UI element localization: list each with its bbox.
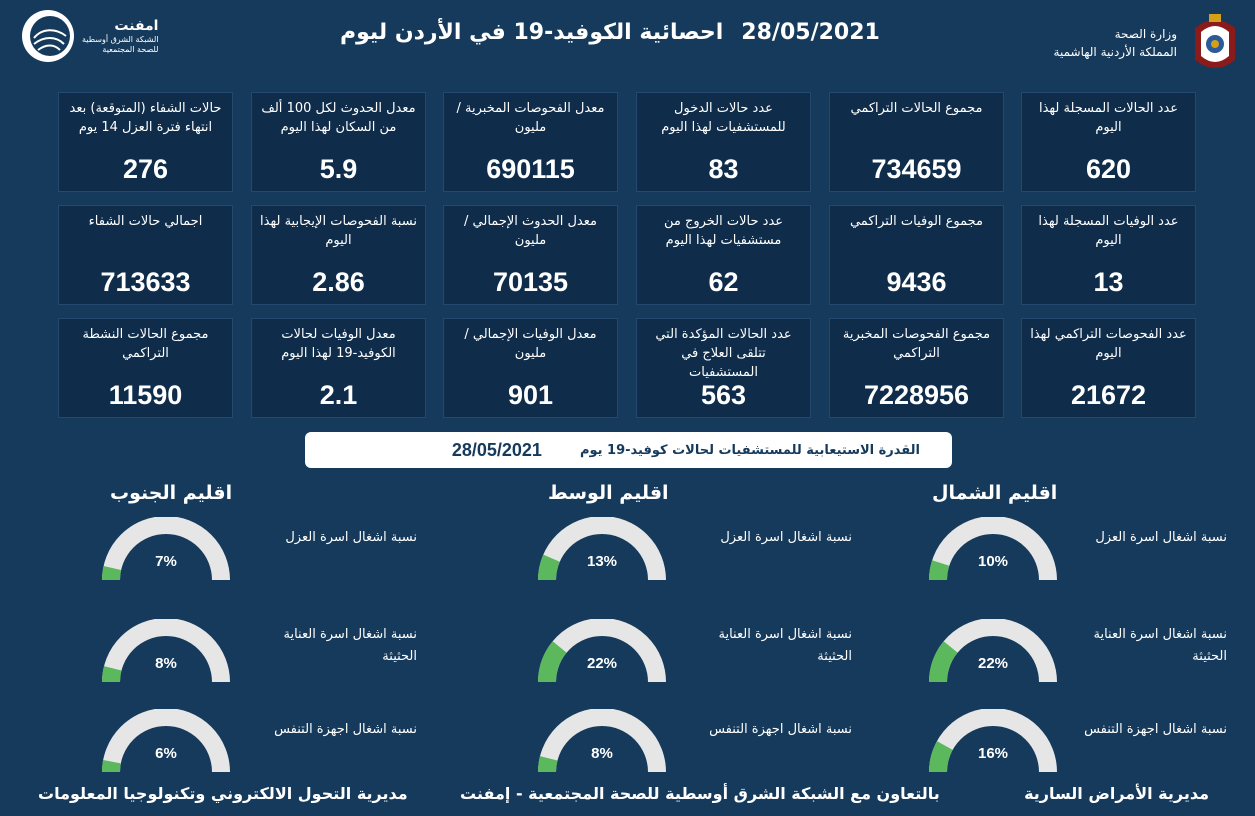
gauge-isolation [928,517,1058,583]
stat-value: 734659 [871,154,962,184]
stat-card [443,318,618,418]
stat-label: عدد حالات الدخول للمستشفيات لهذا اليوم [661,101,786,135]
stat-label: عدد الوفيات المسجلة لهذا اليوم [1038,214,1179,248]
stat-value: 620 [1085,154,1132,184]
globe-icon [20,8,76,64]
stat-value: 62 [708,267,739,297]
stat-value: 2.1 [319,380,358,410]
capacity-banner [305,432,952,468]
page-title-text: احصائية الكوفيد-19 في الأردن ليوم [340,20,724,45]
gauge-icu [537,619,667,685]
gauge-percent: 10% [977,553,1009,570]
gauge-percent: 22% [977,655,1009,672]
logo-name: امفنت [114,18,159,34]
gauge-isolation [101,517,231,583]
gauge-isolation [537,517,667,583]
stat-value: 713633 [100,267,191,297]
region-title: اقليم الوسط [548,482,669,504]
gauge-percent: 8% [591,745,613,762]
stat-card [443,205,618,305]
stat-value: 70135 [492,267,569,297]
stat-label: مجموع الوفيات التراكمي [849,214,984,229]
stat-card [58,92,233,192]
gauge-label-icu: نسبة اشغال اسرة العناية الحثيثة [718,627,852,664]
stat-value: 7228956 [863,380,970,410]
kingdom-name: المملكة الأردنية الهاشمية [1053,45,1177,59]
gauge-vent [101,709,231,775]
stat-label: مجموع الفحوصات المخبرية التراكمي [842,327,991,361]
gauge-icu [928,619,1058,685]
stat-value: 83 [708,154,739,184]
gauge-percent: 22% [586,655,618,672]
stat-value: 276 [122,154,169,184]
stat-label: معدل الفحوصات المخبرية /مليون [456,101,605,135]
ministry-block [1054,10,1243,76]
stat-card [829,92,1004,192]
stat-card [58,318,233,418]
stat-value: 5.9 [319,154,358,184]
stat-label: معدل الحدوث الإجمالي /مليون [464,214,597,248]
gauge-percent: 7% [155,553,177,570]
stat-label: عدد الحالات المسجلة لهذا اليوم [1038,101,1179,135]
stat-card [636,318,811,418]
stat-label: عدد حالات الخروج من مستشفيات لهذا اليوم [663,214,784,248]
stat-card [636,92,811,192]
region-title: اقليم الشمال [932,482,1058,504]
gauge-vent [928,709,1058,775]
stat-value: 2.86 [312,267,365,297]
stat-value: 9436 [886,267,947,297]
stat-value: 11590 [108,380,183,410]
gauge-label-icu: نسبة اشغال اسرة العناية الحثيثة [1093,627,1227,664]
stat-label: نسبة الفحوصات الإيجابية لهذا اليوم [260,214,417,248]
stat-label: معدل الوفيات لحالات الكوفيد-19 لهذا اليوم [281,327,396,361]
capacity-banner-text: القدرة الاستيعابية للمستشفيات لحالات كوفيد-19 يوم [579,442,920,458]
stat-card [251,92,426,192]
stat-value: 901 [507,380,554,410]
gauge-fill [111,762,112,772]
gauge-percent: 13% [586,553,618,570]
stat-label: مجموع الحالات التراكمي [850,101,983,116]
footer-center: بالتعاون مع الشبكة الشرق أوسطية للصحة المجتمعية - إمفنت [460,784,940,803]
footer-right: مديرية الأمراض السارية [1024,784,1209,803]
stat-card [443,92,618,192]
stat-value: 13 [1093,267,1124,297]
gauge-label-isolation: نسبة اشغال اسرة العزل [285,530,417,545]
stat-card [829,205,1004,305]
gauge-label-isolation: نسبة اشغال اسرة العزل [720,530,852,545]
stat-label: معدل الوفيات الإجمالي /مليون [464,327,597,361]
gauge-percent: 16% [977,745,1009,762]
imphnet-logo [20,8,158,64]
footer-left: مديرية التحول الالكتروني وتكنولوجيا المعلومات [38,784,408,803]
stats-grid [58,92,1196,420]
stat-card [251,205,426,305]
stat-label: عدد الفحوصات التراكمي لهذا اليوم [1030,327,1187,361]
stat-label: معدل الحدوث لكل 100 ألف من السكان لهذا اليوم [261,101,416,135]
stat-label: اجمالي حالات الشفاء [88,214,203,229]
logo-sub1: الشبكة الشرق أوسطية [82,35,159,44]
page-title-date: 28/05/2021 [741,20,880,45]
gauge-percent: 6% [155,745,177,762]
gauge-label-vent: نسبة اشغال اجهزة التنفس [1084,722,1227,737]
stat-value: 690115 [486,154,575,184]
gauge-icu [101,619,231,685]
stat-label: مجموع الحالات النشطة التراكمي [82,327,209,361]
stat-card [251,318,426,418]
gauge-label-isolation: نسبة اشغال اسرة العزل [1095,530,1227,545]
stat-card [1021,92,1196,192]
gauge-label-vent: نسبة اشغال اجهزة التنفس [709,722,852,737]
ministry-name: وزارة الصحة [1114,27,1177,41]
header [0,0,1255,85]
jordan-crest-icon [1187,10,1243,76]
gauge-percent: 8% [155,655,177,672]
page-title [340,20,900,45]
stat-value: 21672 [1070,380,1147,410]
gauge-label-vent: نسبة اشغال اجهزة التنفس [274,722,417,737]
stat-label: حالات الشفاء (المتوقعة) بعد انتهاء فترة العزل 14 يوم [69,101,222,135]
gauge-label-icu: نسبة اشغال اسرة العناية الحثيثة [283,627,417,664]
stat-card [1021,205,1196,305]
stat-card [636,205,811,305]
stat-card [1021,318,1196,418]
gauge-vent [537,709,667,775]
stat-value: 563 [700,380,747,410]
capacity-banner-date: 28/05/2021 [451,439,542,460]
logo-sub2: للصحة المجتمعية [102,45,159,54]
region-title: اقليم الجنوب [110,482,233,504]
stat-card [58,205,233,305]
stat-card [829,318,1004,418]
stat-label: عدد الحالات المؤكدة التي تتلقى العلاج في المستشفيات [655,327,792,380]
